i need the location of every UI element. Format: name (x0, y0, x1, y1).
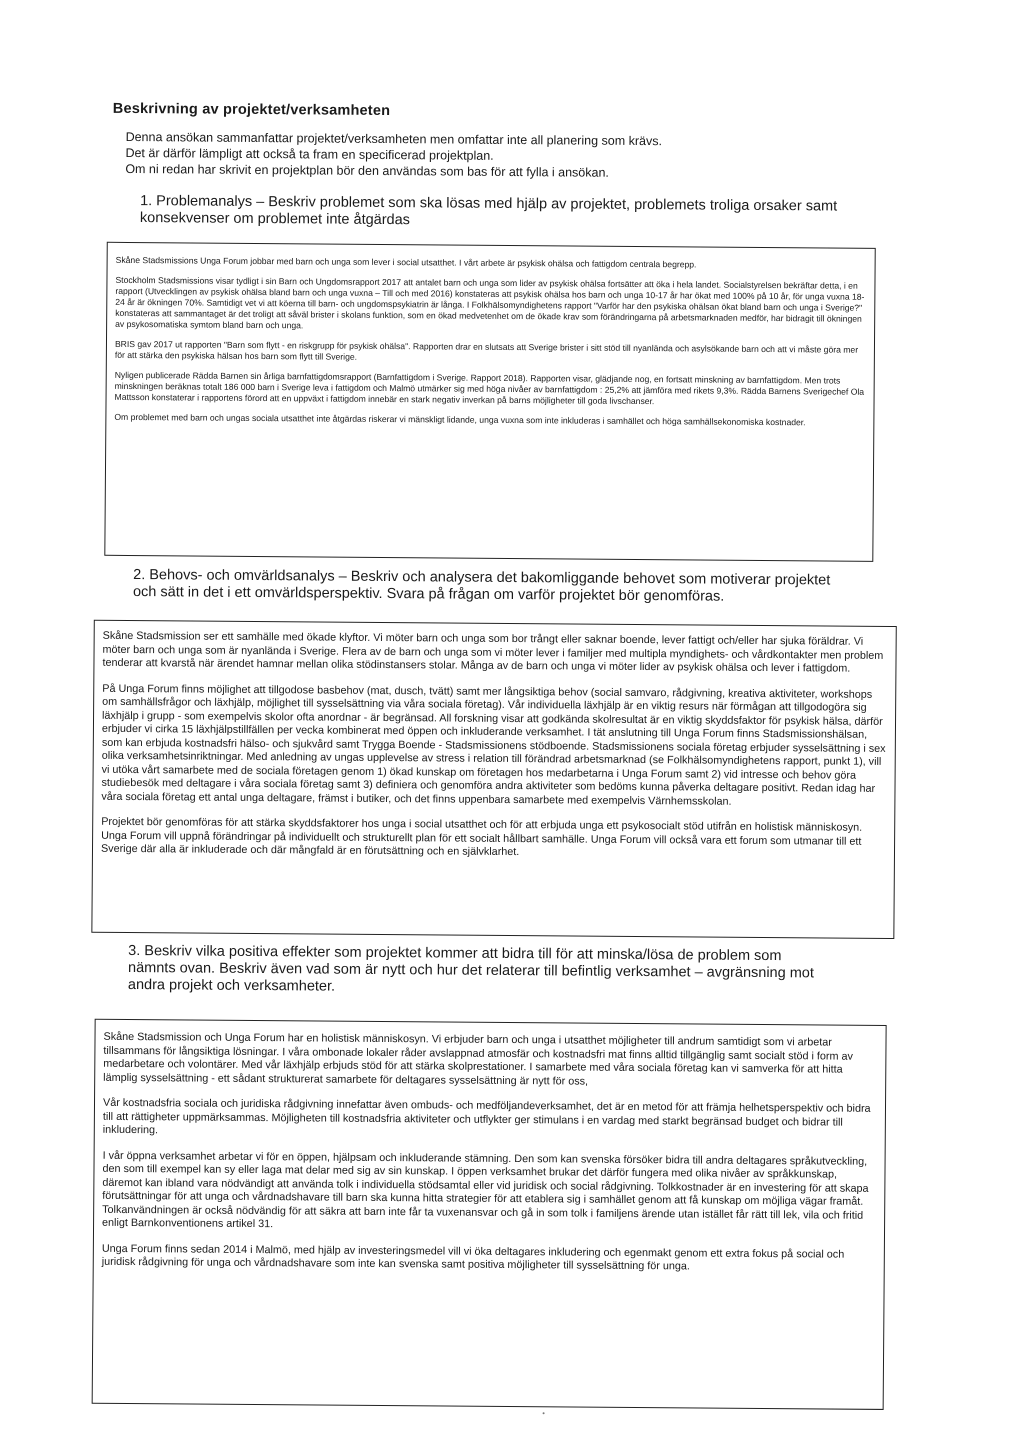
answer-paragraph: Stockholm Stadsmissions visar tydligt i sin Barn och Ungdomsrapport 2017 att antalet barn och unga som lider av psykisk ohälsa fortsätter att öka i hela landet. Socialstyrelsen bekräftar detta, i en rapport (Utvecklingen av psykisk ohälsa bland barn och unga vuxna – Till och med 2016) konstateras att psykisk ohälsa hos barn och unga 10-17 år har ökat med 100% på 10 år, för unga vuxna 18-24 år är ökningen 70%. Samtidigt vet vi att köerna till barn- och ungdomspsykiatrin är långa. I Folkhälsomyndighetens rapport "Varför har den psykiska ohälsan ökat bland barn och unga i Sverige?" konstateras att sammantaget är det troligt att såväl brister i skolans funktion, som en ökad medvetenhet om de ökade krav som förändringarna på arbetsmarknaden medför, har bidragit till ökningen av psykosomatiska symtom bland barn och unga. (115, 274, 865, 331)
answer-paragraph: Skåne Stadsmission ser ett samhälle med ökade klyftor. Vi möter barn och unga som bor trångt eller saknar boende, lever fattigt och/eller har sjuka föräldrar. Vi möter barn och unga som är nyanlända i Sverige. Flera av de barn och unga som vi möter lever i familjer med multipla myndighets- och vårdkontakter men problem tenderar att kvarstå när ärendet hamnar mellan olika stödinstansers stolar. Många av de barn och unga vi möter lider av psykisk ohälsa och lever i fattigdom. (102, 629, 884, 675)
answer-paragraph: Nyligen publicerade Rädda Barnen sin årliga barnfattigdomsrapport (Barnfattigdom i Sverige. Rapport 2018). Rapporten visar, glädjande nog, en fortsatt minskning av barnfattigdom. Men trots minskningen beräknas totalt 186 000 barn i Sverige leva i fattigdom och Malmö utmärker sig med höga nivåer av barnfattigdom : 25,2% att jämföra med rikets 9,3%. Rädda Barnens Sverigechef Ola Mattsson konstaterar i rapportens förord att en uppväxt i fattigdom innebär en stark negativ inverkan på barns möjligheter till goda livschanser. (114, 369, 865, 407)
intro-line: Denna ansökan sammanfattar projektet/verksamheten men omfattar inte all planering som krävs. (125, 129, 663, 149)
answer-paragraph: Skåne Stadsmissions Unga Forum jobbar med barn och unga som lever i social utsatthet. I vårt arbete är psykisk ohälsa och fattigdom centrala begrepp. (115, 254, 697, 270)
intro-line: Det är därför lämpligt att också ta fram en specificerad projektplan. (125, 145, 494, 163)
section-1-question: 1. Problemanalys – Beskriv problemet som ska lösas med hjälp av projektet, problemets troliga orsaker samt konsekvenser om problemet inte åtgärdas (139, 193, 838, 229)
answer-paragraph: Vår kostnadsfria sociala och juridiska rådgivning innefattar även ombuds- och medföljandeverksamhet, det är en metod för att främja helhetsperspektiv och bidra till att rättigheter uppmärksammas. Möjligheten till kostnadsfria aktiviteter och utflykter ger stimulans i en vardag med starkt begränsad budget och bidrar till inkludering. (102, 1096, 871, 1137)
page-title: Beskrivning av projektet/verksamheten (112, 100, 391, 120)
answer-paragraph: Projektet bör genomföras för att stärka skyddsfaktorer hos unga i social utsatthet och för att erbjuda unga ett psykosocialt stöd utifrån en holistisk människosyn. Unga Forum vill uppnå förändringar på individuellt och strukturellt plan för ett socialt hållbart samhälle. Unga Forum vill också vara ett forum som utmanar till ett Sverige där alla är inkluderade och där mångfald är en förutsättning och en självklarhet. (100, 815, 863, 859)
answer-paragraph: Om problemet med barn och ungas sociala utsatthet inte åtgärdas riskerar vi mänskligt lidande, unga vuxna som inte inkluderas i samhället och höga samhällsekonomiska kostnader. (114, 411, 806, 428)
section-3-question: 3. Beskriv vilka positiva effekter som projektet kommer att bidra till för att minska/lösa de problem som nämnts ovan. Beskriv även vad som är nytt och hur det relaterar till befintlig verksamhet – avgränsning mot andra projekt och verksamheter. (127, 942, 814, 995)
answer-paragraph: BRIS gav 2017 ut rapporten "Barn som flytt - en riskgrupp för psykisk ohälsa". Rapporten drar en slutsats att Sverige brister i sitt stöd till nyanlända och asylsökande barn och att vi måste göra mer för att stärka den psykiska hälsan hos barn som flytt till Sverige. (114, 338, 859, 362)
answer-paragraph: På Unga Forum finns möjlighet att tillgodose basbehov (mat, dusch, tvätt) samt mer långsiktiga behov (social samvaro, rådgivning, kreativa aktiviteter, workshops om samhällsfrågor och läxhjälp, möjlighet till sysselsättning via våra sociala företag). Vår individuella läxhjälp är en viktig resurs när förmågan att tillgodogöra sig läxhjälp i grupp - som exempelvis skolor ofta anordnar - är begränsad. All forskning visar att godkända skolresultat är en viktig skyddsfaktor för psykisk hälsa, därför erbjuder vi cirka 15 läxhjälpstillfällen per vecka kombinerat med öppen och inkluderande verksamhet. I tät anslutning till Unga Forum finns Stadsmissionshälsan, som kan erbjuda kostnadsfri hälso- och sjukvård samt Trygga Boende - Stadsmissionens stödboende. Stadsmissionens sociala företag erbjuder sysselsättning i sex olika verksamhetsinriktningar. Med anledning av ungas upplevelse av stress i relation till förändrad arbetsmarknad (se Folkhälsomyndighetens rapport, punkt 1), vill vi utöka vårt samarbete med de sociala företagen genom 1) ökad kunskap om företagen hos medarbetarna i Unga Forum samt 2) vid intresse och behov göra studiebesök med deltagare i våra sociala företag samt 3) definiera och genomföra andra aktiviteter som bedöms kunna påverka deltagare positivt. Redan idag har våra sociala företag ett antal unga deltagare, främst i butiker, och det finns uppenbara samarbete med exempelvis Värnhemsskolan. (101, 682, 886, 808)
section-3-answer-box (92, 1019, 887, 1410)
intro-text (125, 129, 765, 182)
answer-paragraph: Skåne Stadsmission och Unga Forum har en holistisk människosyn. Vi erbjuder barn och unga i utsatthet möjligheter till andrum samtidigt som vi arbetar tillsammans för långsiktiga lösningar. I våra ombonade lokaler råder avslappnad atmosfär och kostnadsfri mat finns alltid tillgänglig samt socialt stöd i form av medarbetare och volontärer. Med vår läxhjälp erbjuds stöd för att stärka skolprestationer. I samarbete med våra sociala företag kan vi samverka för att hitta lämplig sysselsättning - ett sådant strukturerat samarbete för deltagares sysselsättning är nytt för oss, (103, 1030, 853, 1088)
section-2-answer-box (91, 620, 896, 939)
answer-paragraph: Unga Forum finns sedan 2014 i Malmö, med hjälp av investeringsmedel vill vi öka deltagares inkludering och egenmakt genom ett extra fokus på social och juridisk rådgivning för unga och vårdnadshavare som inte kan svenska samt positiva möjligheter till sysselsättning för unga. (101, 1242, 845, 1273)
answer-paragraph: I vår öppna verksamhet arbetar vi för en öppen, hjälpsam och inkluderande stämning. Den som kan svenska försöker bidra till andra deltagares språkutveckling, den som till exempel kan sy eller laga mat delar med sig av sin kunskap. I öppen verksamhet brukar det därför fungera med olika nivåer av språkkunskap, däremot kan ibland vara nödvändigt att använda tolk i individuella stödsamtal eller vid juridisk och social rådgivning. Tolkkostnader är en investering för att skapa förutsättningar för att unga och vårdnadshavare till barn ska kunna hitta strategier för att etablera sig i samhället genom att få kunskap om möjliga vägar framåt. Tolkanvändningen är också nödvändig för att säkra att barn inte får ta vuxenansvar och gå in som tolk i familjens ärende utan istället får rätt till lek, vila och fritid enligt Barnkonventionens artikel 31. (102, 1149, 869, 1231)
intro-line: Om ni redan har skrivit en projektplan bör den användas som bas för att fylla i ansökan. (125, 161, 609, 180)
section-2-question: 2. Behovs- och omvärldsanalys – Beskriv och analysera det bakomliggande behovet som motiverar projektet och sätt in det i ett omvärldsperspektiv. Svara på frågan om varför projektet bör genomföras. (132, 567, 831, 605)
section-1-answer-box (104, 242, 875, 562)
scan-speck (543, 1412, 545, 1414)
